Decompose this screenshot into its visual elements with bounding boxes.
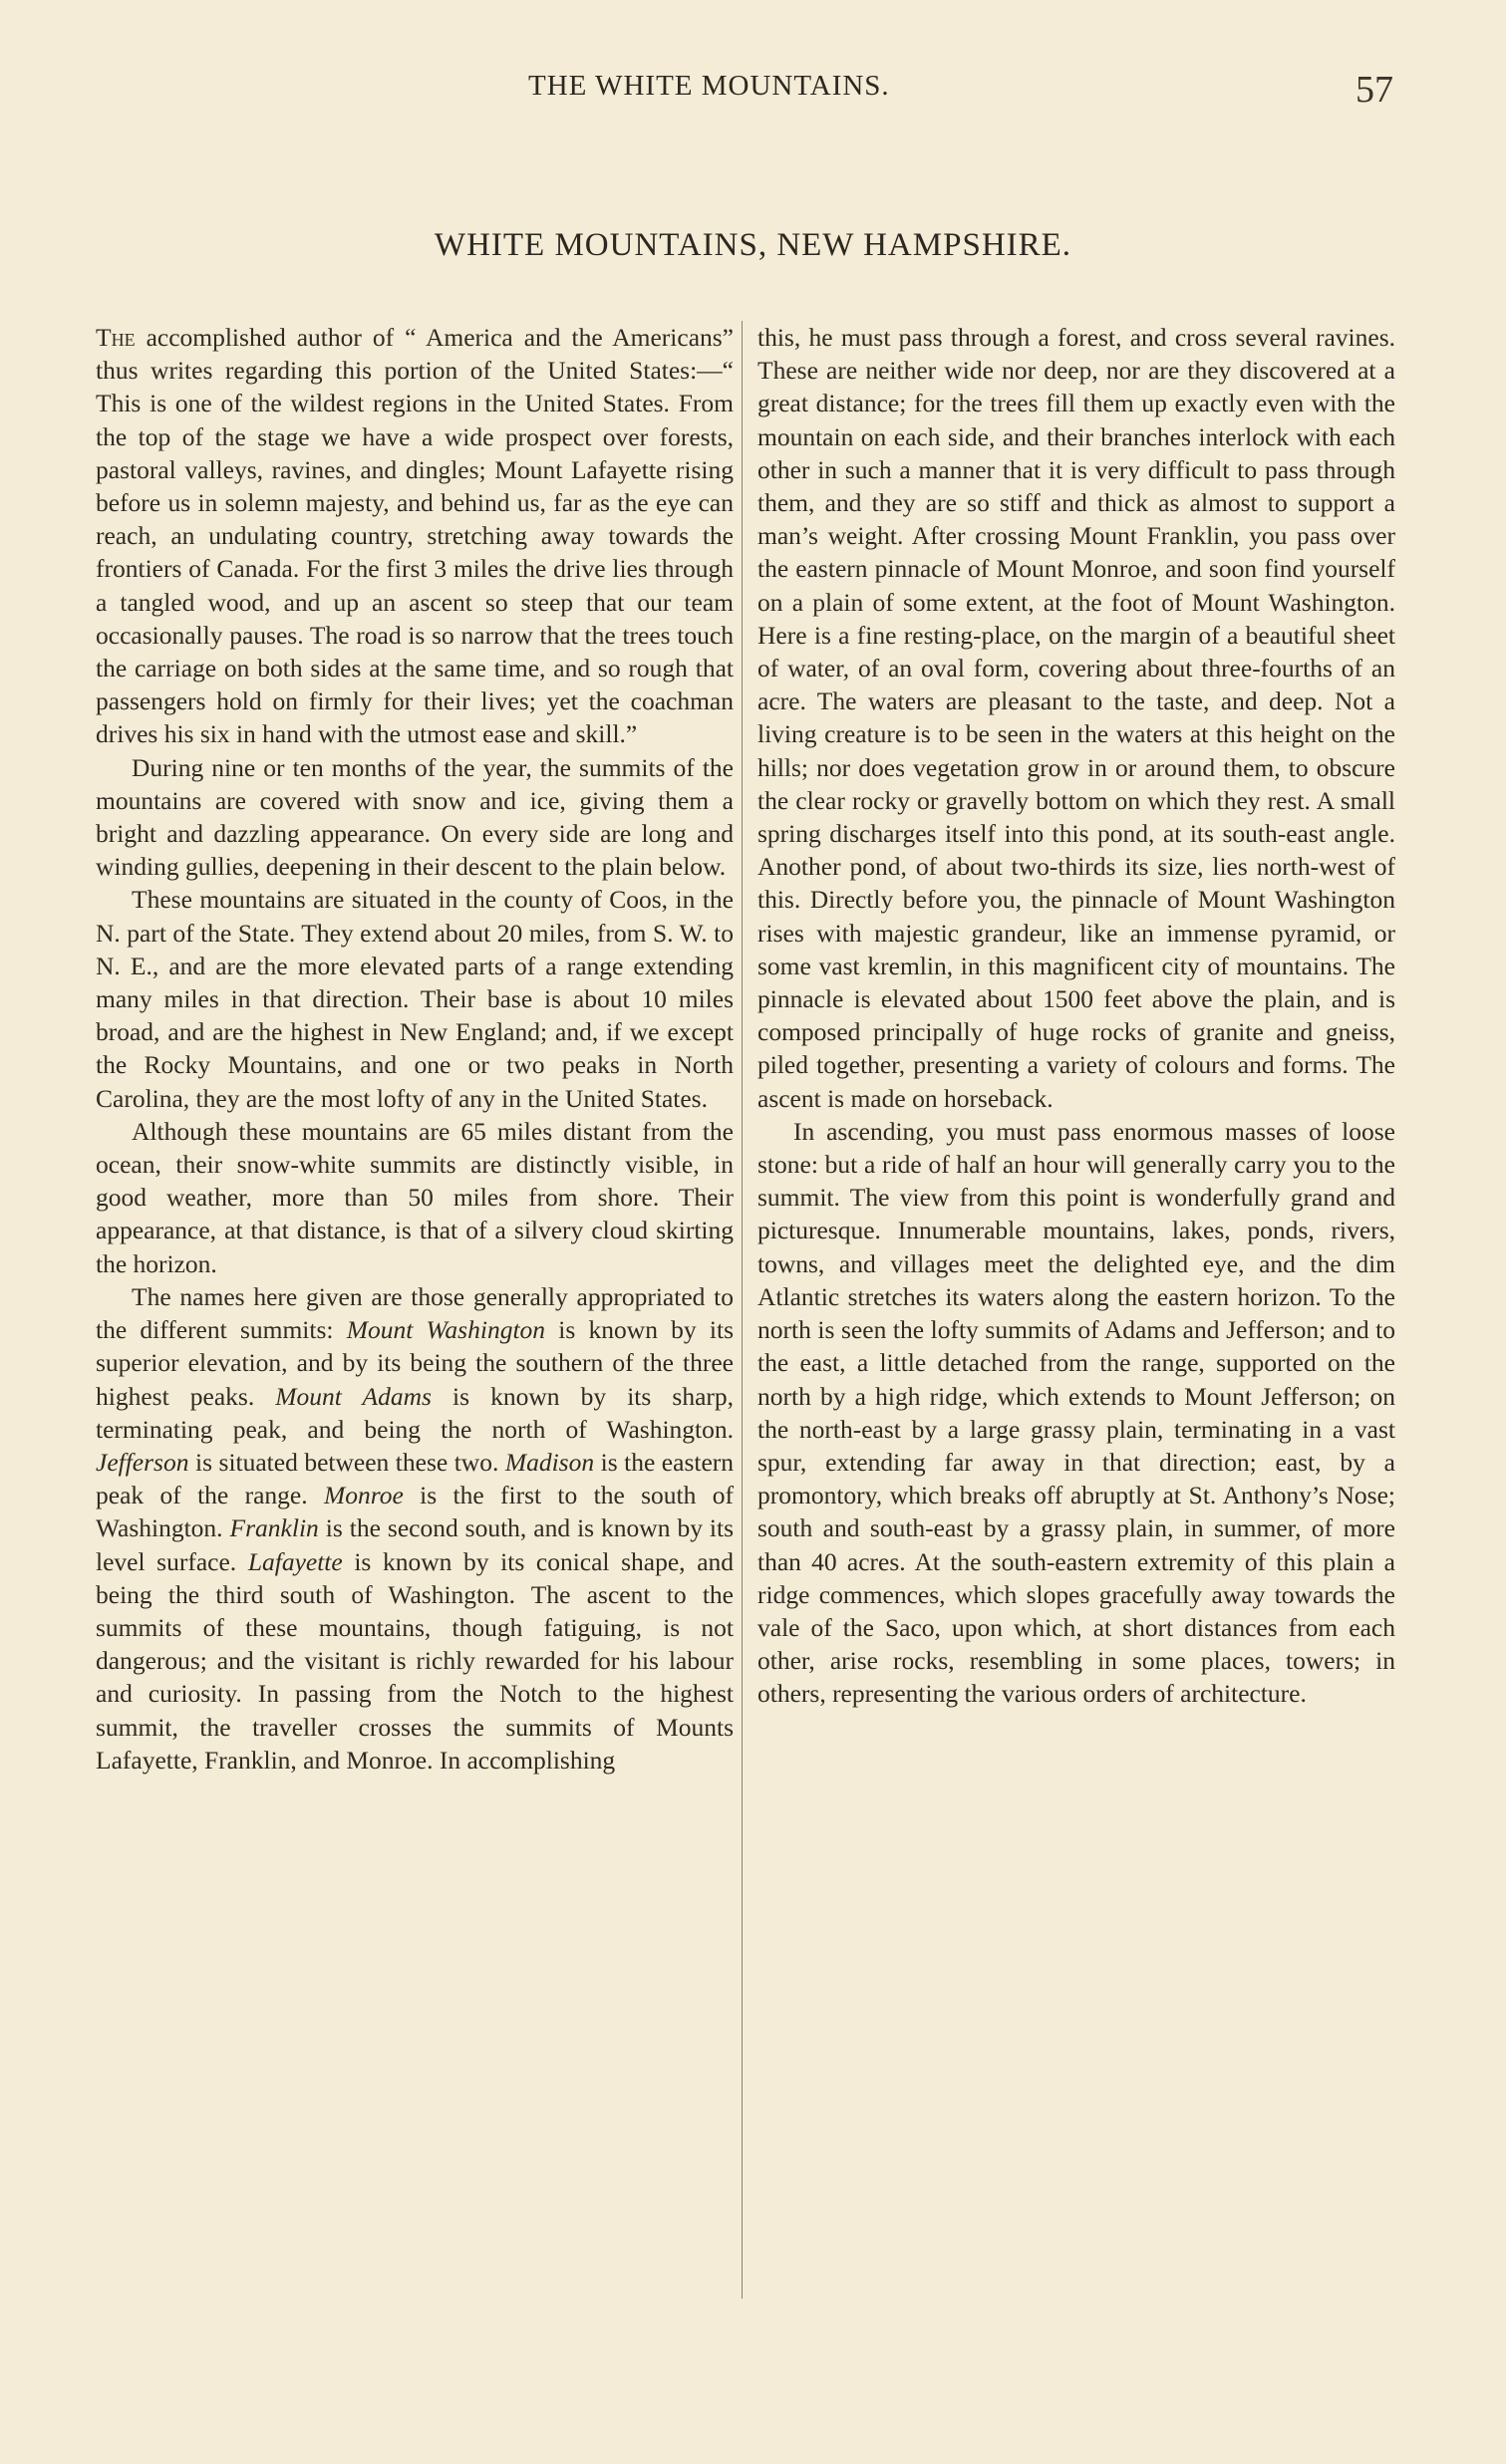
- left-paragraph-4: Although these mountains are 65 miles distant from the ocean, their snow-white summits are distinctly visible, in good weather, more than 50 miles from shore. Their appearance, at that distance, is that of a silvery cloud skirting the horizon.: [96, 1116, 734, 1278]
- page-number: 57: [1355, 69, 1393, 111]
- text-run: is known by its sharp, terminating peak, and being the north of Washington.: [96, 1381, 735, 1444]
- left-paragraph-3: These mountains are situated in the county of Coos, in the N. part of the State. They extend about 20 miles, from S. W. to N. E., and are the more elevated parts of a range extending many miles in that direction. Their base is about 10 miles broad, and are the highest in New England; and, if we except the Rocky Mountains, and one or two peaks in North Carolina, they are the most lofty of any in the United States.: [96, 885, 734, 1113]
- text-run: is the first to the south of Washington.: [96, 1481, 734, 1543]
- summit-name-monroe: Monroe: [323, 1481, 404, 1510]
- left-column: [96, 321, 734, 1777]
- summit-name-adams: Mount Adams: [275, 1381, 432, 1411]
- summit-name-lafayette: Lafayette: [247, 1546, 343, 1576]
- summit-name-jefferson: Jefferson: [96, 1447, 189, 1477]
- text-run: is the second south, and is known by its level surface.: [96, 1513, 735, 1576]
- right-paragraph-2: In ascending, you must pass enormous masses of loose stone: but a ride of half an hour will generally carry you to the summit. The view from this point is wonderfully grand and picturesque. Innumerable mountains, lakes, ponds, rivers, towns, and villages meet the delighted eye, and the dim Atlantic stretches its waters along the eastern horizon. To the north is seen the lofty summits of Adams and Jefferson; and to the east, a little detached from the range, supported on the north by a high ridge, which extends to Mount Jefferson; on the north-east by a large grassy plain, terminating in a vast spur, extending far away in that direction; east, by a promontory, which breaks off abruptly at St. Anthony’s Nose; south and south-east by a grassy plain, in summer, of more than 40 acres. At the south-eastern extremity of this plain a ridge commences, which slopes gracefully away towards the vale of the Saco, upon which, at short distances from each other, arise rocks, resembling in some places, towers; in others, representing the various orders of architecture.: [757, 1116, 1395, 1709]
- summit-name-madison: Madison: [504, 1447, 595, 1477]
- summit-name-washington: Mount Washington: [346, 1315, 546, 1345]
- text-run: is situated between these two.: [195, 1447, 499, 1477]
- opening-word: The: [96, 323, 136, 352]
- summit-name-franklin: Franklin: [229, 1513, 319, 1543]
- text-run: is known by its superior elevation, and by its being the southern of the three highest peaks.: [96, 1315, 735, 1411]
- left-paragraph-2: During nine or ten months of the year, the summits of the mountains are covered with snow and ice, giving them a bright and dazzling appearance. On every side are long and winding gullies, deepening in their descent to the plain below.: [96, 752, 734, 882]
- running-head: THE WHITE MOUNTAINS.: [528, 70, 890, 102]
- text-run: The names here given are those generally appropriated to the different summits:: [96, 1281, 734, 1345]
- right-column: [757, 321, 1395, 1711]
- left-paragraph-1: [96, 321, 734, 751]
- column-divider: [742, 321, 743, 2299]
- article-title: WHITE MOUNTAINS, NEW HAMPSHIRE.: [434, 227, 1072, 263]
- left-paragraph-5: [96, 1280, 734, 1777]
- left-paragraph-1-text: accomplished author of “ America and the Americans” thus writes regarding this portion of the United States:—“ This is one of the wildest regions in the United States. From the top of the stage we have a wide prospect over forests, pastoral valleys, ravines, and dingles; Mount Lafayette rising before us in solemn majesty, and behind us, far as the eye can reach, an undulating country, stretching away towards the frontiers of Canada. For the first 3 miles the drive lies through a tangled wood, and up an ascent so steep that our team occasionally pauses. The road is so narrow that the trees touch the carriage on both sides at the same time, and so rough that passengers hold on firmly for their lives; yet the coachman drives his six in hand with the utmost ease and skill.”: [96, 323, 734, 749]
- right-paragraph-1: this, he must pass through a forest, and cross several ravines. These are neither wide nor deep, nor are they discovered at a great distance; for the trees fill them up exactly even with the mountain on each side, and their branches interlock with each other in such a manner that it is very difficult to pass through them, and they are so stiff and thick as almost to support a man’s weight. After crossing Mount Franklin, you pass over the eastern pinnacle of Mount Monroe, and soon find yourself on a plain of some extent, at the foot of Mount Washington. Here is a fine resting-place, on the margin of a beautiful sheet of water, of an oval form, covering about three-fourths of an acre. The waters are pleasant to the taste, and deep. Not a living creature is to be seen in the waters at this height on the hills; nor does vegetation grow in or around them, to obscure the clear rocky or gravelly bottom on which they rest. A small spring discharges itself into this pond, at its south-east angle. Another pond, of about two-thirds its size, lies north-west of this. Directly before you, the pinnacle of Mount Washington rises with majestic grandeur, like an immense pyramid, or some vast kremlin, in this magnificent city of mountains. The pinnacle is elevated about 1500 feet above the plain, and is composed principally of huge rocks of granite and gneiss, piled together, presenting a variety of colours and forms. The ascent is made on horseback.: [757, 323, 1395, 1113]
- text-run: is known by its conical shape, and being the third south of Washington. The ascent to the summits of these mountains, though fatiguing, is not dangerous; and the visitant is richly rewarded for his labour and curiosity. In passing from the Notch to the highest summit, the traveller crosses the summits of Mounts Lafayette, Franklin, and Monroe. In accomplishing: [96, 1546, 735, 1775]
- text-run: is the eastern peak of the range.: [96, 1447, 735, 1510]
